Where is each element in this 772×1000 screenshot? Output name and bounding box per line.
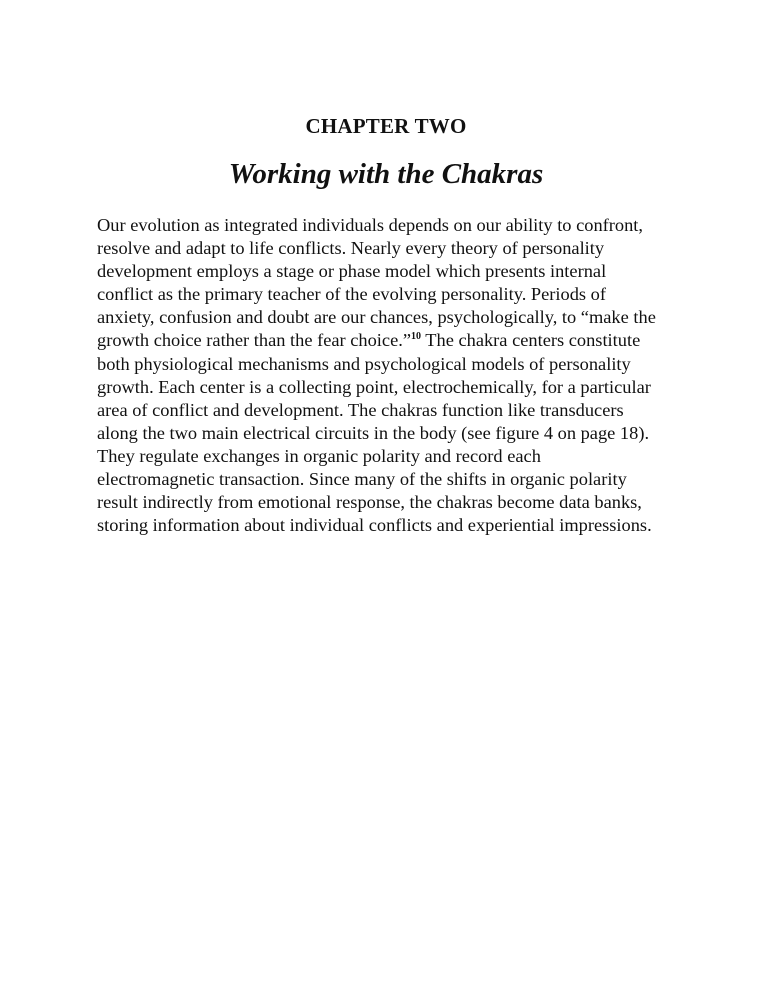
body-paragraph [97, 214, 697, 537]
paragraph-line: resolve and adapt to life conflicts. Nearly every theory of personality [97, 238, 605, 259]
paragraph-line-text: The chakra centers constitute [421, 330, 641, 351]
paragraph-line: anxiety, confusion and doubt are our chances, psychologically, to “make the [97, 307, 656, 328]
paragraph-line: development employs a stage or phase model which presents internal [97, 261, 607, 282]
paragraph-line: along the two main electrical circuits in the body (see figure 4 on page 18). [97, 422, 650, 443]
paragraph-line: electromagnetic transaction. Since many of the shifts in organic polarity [97, 469, 627, 490]
paragraph-line: They regulate exchanges in organic polarity and record each [97, 445, 541, 466]
footnote-reference: 10 [411, 331, 422, 343]
paragraph-line: area of conflict and development. The chakras function like transducers [97, 399, 624, 420]
paragraph-line: growth. Each center is a collecting point, electrochemically, for a particular [97, 376, 651, 397]
chapter-title: Working with the Chakras [228, 158, 544, 190]
paragraph-line: conflict as the primary teacher of the evolving personality. Periods of [97, 284, 606, 305]
paragraph-line-text: growth choice rather than the fear choice.” [97, 330, 412, 351]
paragraph-line [97, 329, 697, 352]
paragraph-line: storing information about individual conflicts and experiential impressions. [97, 515, 652, 536]
paragraph-line: result indirectly from emotional response, the chakras become data banks, [97, 492, 642, 513]
chapter-number-heading: CHAPTER TWO [305, 114, 467, 138]
paragraph-line: both physiological mechanisms and psychological models of personality [97, 353, 631, 374]
paragraph-line: Our evolution as integrated individuals depends on our ability to confront, [97, 215, 643, 235]
